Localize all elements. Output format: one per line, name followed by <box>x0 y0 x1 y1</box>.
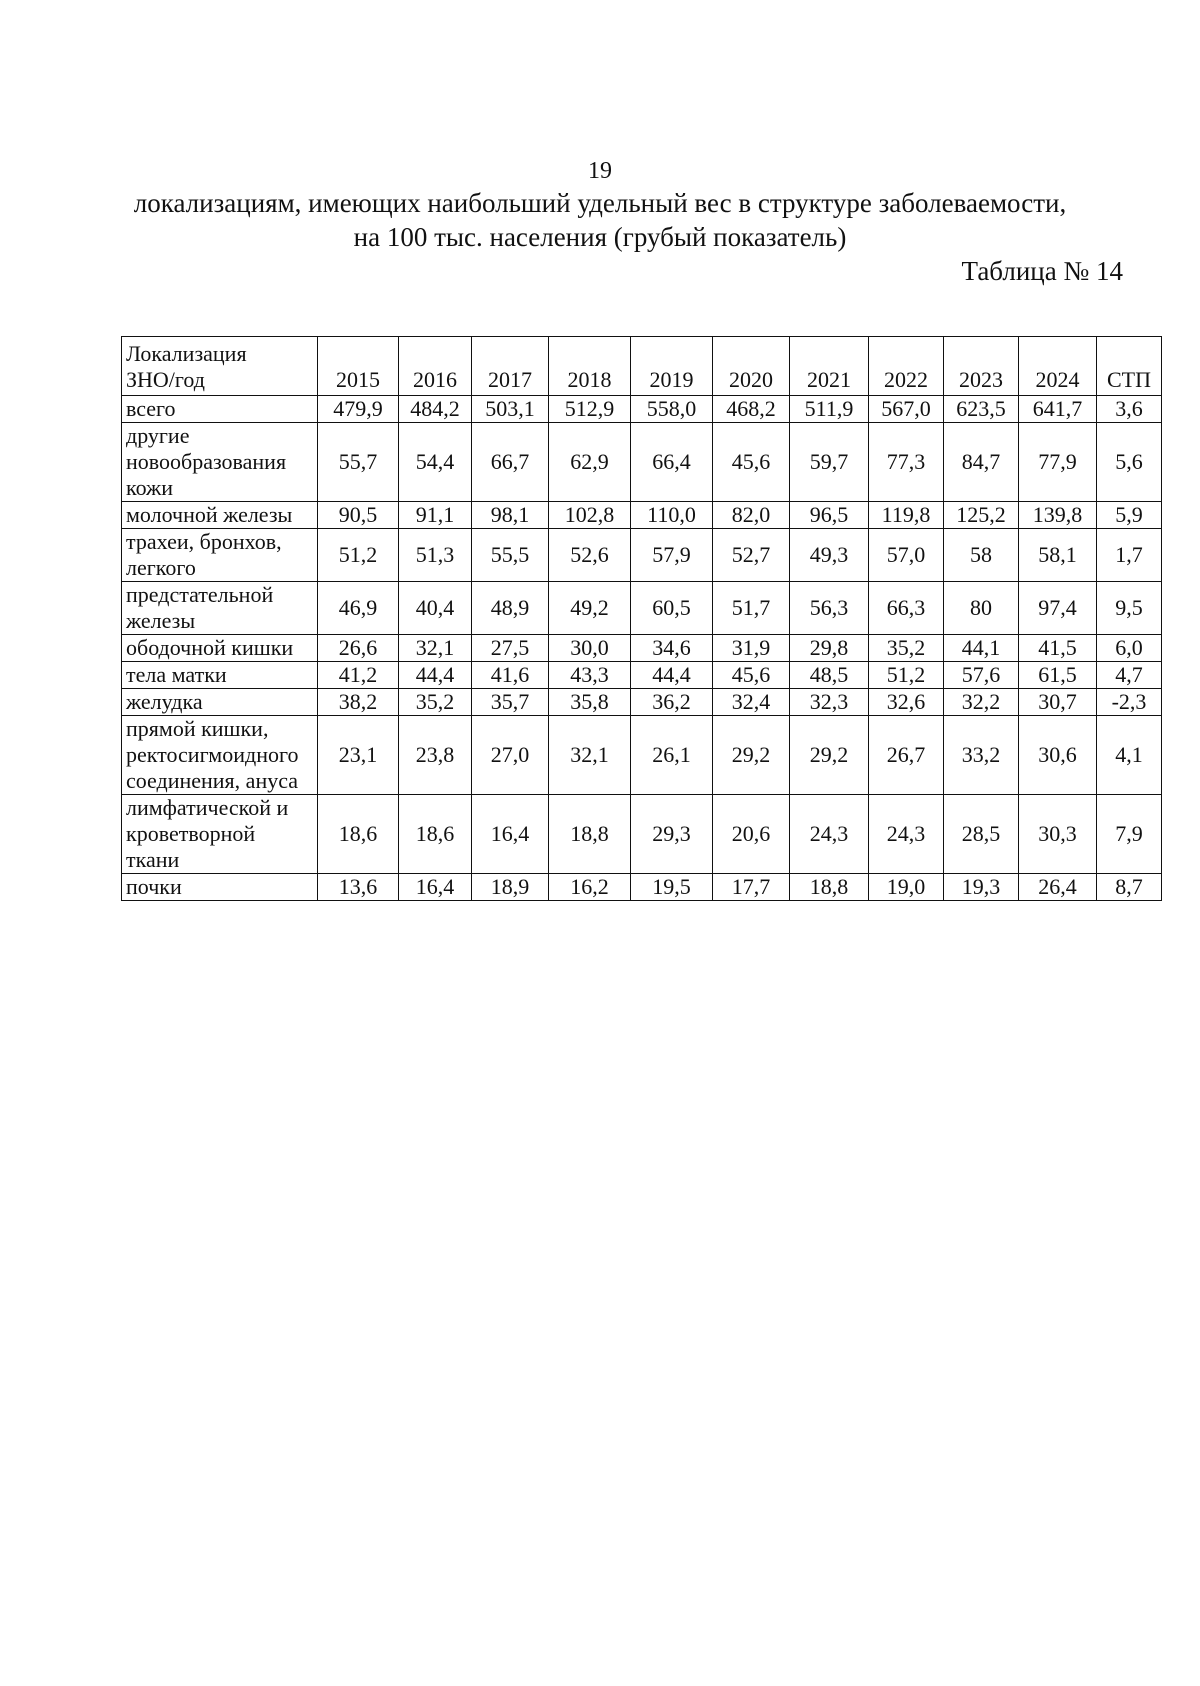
table-cell: 139,8 <box>1019 502 1097 529</box>
table-cell: 5,9 <box>1097 502 1162 529</box>
table-cell: 18,8 <box>790 874 869 901</box>
row-localization: ободочной кишки <box>122 635 318 662</box>
table-row <box>122 874 1162 901</box>
table-cell: 60,5 <box>631 582 713 635</box>
table-cell: 27,5 <box>472 635 549 662</box>
incidence-table <box>121 336 1162 901</box>
table-cell: 66,7 <box>472 423 549 502</box>
table-cell: 51,7 <box>713 582 790 635</box>
row-localization: другие новообразования кожи <box>122 423 318 502</box>
table-cell: 468,2 <box>713 396 790 423</box>
table-cell: 16,4 <box>399 874 472 901</box>
table-cell: 44,1 <box>944 635 1019 662</box>
table-cell: 45,6 <box>713 662 790 689</box>
table-cell: 34,6 <box>631 635 713 662</box>
header-2022: 2022 <box>869 337 944 396</box>
table-cell: 5,6 <box>1097 423 1162 502</box>
table-cell: 56,3 <box>790 582 869 635</box>
table-cell: 80 <box>944 582 1019 635</box>
table-cell: 45,6 <box>713 423 790 502</box>
table-cell: 24,3 <box>790 795 869 874</box>
table-cell: 98,1 <box>472 502 549 529</box>
row-localization: предстательной железы <box>122 582 318 635</box>
table-cell: 19,0 <box>869 874 944 901</box>
table-cell: 30,6 <box>1019 716 1097 795</box>
table-cell: 90,5 <box>318 502 399 529</box>
table-cell: 51,3 <box>399 529 472 582</box>
header-2020: 2020 <box>713 337 790 396</box>
table-cell: 40,4 <box>399 582 472 635</box>
table-cell: 1,7 <box>1097 529 1162 582</box>
table-cell: 61,5 <box>1019 662 1097 689</box>
table-cell: 23,8 <box>399 716 472 795</box>
table-cell: 7,9 <box>1097 795 1162 874</box>
table-cell: 26,1 <box>631 716 713 795</box>
table-cell: 35,2 <box>399 689 472 716</box>
table-cell: 77,3 <box>869 423 944 502</box>
table-row <box>122 396 1162 423</box>
table-body <box>122 396 1162 901</box>
table-cell: 32,1 <box>549 716 631 795</box>
table-cell: 32,4 <box>713 689 790 716</box>
table-cell: 58,1 <box>1019 529 1097 582</box>
table-cell: 29,8 <box>790 635 869 662</box>
table-cell: 54,4 <box>399 423 472 502</box>
row-localization: лимфатической и кроветворной ткани <box>122 795 318 874</box>
table-cell: 28,5 <box>944 795 1019 874</box>
table-cell: 19,5 <box>631 874 713 901</box>
header-2019: 2019 <box>631 337 713 396</box>
table-cell: 31,9 <box>713 635 790 662</box>
table-cell: 24,3 <box>869 795 944 874</box>
table-cell: 8,7 <box>1097 874 1162 901</box>
table-cell: 35,8 <box>549 689 631 716</box>
table-cell: 23,1 <box>318 716 399 795</box>
table-cell: 46,9 <box>318 582 399 635</box>
table-cell: 13,6 <box>318 874 399 901</box>
table-cell: 32,6 <box>869 689 944 716</box>
table-cell: 97,4 <box>1019 582 1097 635</box>
heading-line-2: на 100 тыс. населения (грубый показатель) <box>353 222 847 252</box>
table-caption: Таблица № 14 <box>961 256 1123 286</box>
header-2016: 2016 <box>399 337 472 396</box>
table-cell: 49,3 <box>790 529 869 582</box>
table-cell: 44,4 <box>631 662 713 689</box>
table-cell: 55,5 <box>472 529 549 582</box>
table-cell: 30,0 <box>549 635 631 662</box>
table-cell: 35,2 <box>869 635 944 662</box>
table-cell: 511,9 <box>790 396 869 423</box>
table-cell: 641,7 <box>1019 396 1097 423</box>
table-row <box>122 795 1162 874</box>
table-row <box>122 529 1162 582</box>
table-row <box>122 423 1162 502</box>
table-cell: 18,6 <box>318 795 399 874</box>
table-cell: 41,5 <box>1019 635 1097 662</box>
table-cell: 26,4 <box>1019 874 1097 901</box>
table-cell: 41,6 <box>472 662 549 689</box>
table-cell: 16,2 <box>549 874 631 901</box>
table-cell: 49,2 <box>549 582 631 635</box>
table-cell: 62,9 <box>549 423 631 502</box>
table-cell: 38,2 <box>318 689 399 716</box>
table-cell: 30,3 <box>1019 795 1097 874</box>
table-cell: 48,5 <box>790 662 869 689</box>
table-row <box>122 662 1162 689</box>
table-row <box>122 502 1162 529</box>
table-cell: 558,0 <box>631 396 713 423</box>
table-cell: 27,0 <box>472 716 549 795</box>
table-cell: 4,1 <box>1097 716 1162 795</box>
table-cell: 51,2 <box>318 529 399 582</box>
table-cell: 43,3 <box>549 662 631 689</box>
table-cell: 567,0 <box>869 396 944 423</box>
table-cell: 3,6 <box>1097 396 1162 423</box>
header-2023: 2023 <box>944 337 1019 396</box>
table-cell: 17,7 <box>713 874 790 901</box>
table-cell: 57,6 <box>944 662 1019 689</box>
table-cell: 125,2 <box>944 502 1019 529</box>
table-cell: 52,6 <box>549 529 631 582</box>
row-localization: желудка <box>122 689 318 716</box>
table-cell: -2,3 <box>1097 689 1162 716</box>
table-cell: 52,7 <box>713 529 790 582</box>
table-cell: 84,7 <box>944 423 1019 502</box>
row-localization: прямой кишки, ректосигмоидного соединения, ануса <box>122 716 318 795</box>
table-cell: 35,7 <box>472 689 549 716</box>
header-2021: 2021 <box>790 337 869 396</box>
row-localization: молочной железы <box>122 502 318 529</box>
table-cell: 479,9 <box>318 396 399 423</box>
table-cell: 623,5 <box>944 396 1019 423</box>
table-cell: 119,8 <box>869 502 944 529</box>
table-cell: 66,4 <box>631 423 713 502</box>
heading-line-1: локализациям, имеющих наибольший удельный вес в структуре заболеваемости, <box>133 188 1067 218</box>
table-cell: 59,7 <box>790 423 869 502</box>
table-cell: 48,9 <box>472 582 549 635</box>
table-cell: 32,1 <box>399 635 472 662</box>
table-cell: 41,2 <box>318 662 399 689</box>
table-row <box>122 716 1162 795</box>
table-cell: 57,9 <box>631 529 713 582</box>
row-localization: почки <box>122 874 318 901</box>
table-cell: 91,1 <box>399 502 472 529</box>
table-cell: 32,2 <box>944 689 1019 716</box>
table-cell: 110,0 <box>631 502 713 529</box>
table-cell: 55,7 <box>318 423 399 502</box>
table-row <box>122 582 1162 635</box>
table-cell: 44,4 <box>399 662 472 689</box>
table-cell: 4,7 <box>1097 662 1162 689</box>
table-cell: 29,2 <box>713 716 790 795</box>
table-cell: 77,9 <box>1019 423 1097 502</box>
row-localization: тела матки <box>122 662 318 689</box>
table-cell: 512,9 <box>549 396 631 423</box>
header-localization: Локализация ЗНО/год <box>122 337 318 396</box>
table-cell: 19,3 <box>944 874 1019 901</box>
table-cell: 26,7 <box>869 716 944 795</box>
table-heading <box>120 186 1080 254</box>
table-cell: 32,3 <box>790 689 869 716</box>
table-row <box>122 689 1162 716</box>
table-cell: 29,2 <box>790 716 869 795</box>
table-cell: 18,9 <box>472 874 549 901</box>
table-cell: 26,6 <box>318 635 399 662</box>
table-cell: 16,4 <box>472 795 549 874</box>
table-cell: 20,6 <box>713 795 790 874</box>
table-row <box>122 635 1162 662</box>
table-cell: 29,3 <box>631 795 713 874</box>
page-number: 19 <box>588 158 612 184</box>
table-cell: 503,1 <box>472 396 549 423</box>
table-cell: 9,5 <box>1097 582 1162 635</box>
table-cell: 96,5 <box>790 502 869 529</box>
table-header-row <box>122 337 1162 396</box>
table-cell: 66,3 <box>869 582 944 635</box>
row-localization: трахеи, бронхов, легкого <box>122 529 318 582</box>
header-2018: 2018 <box>549 337 631 396</box>
table-cell: 484,2 <box>399 396 472 423</box>
header-2024: 2024 <box>1019 337 1097 396</box>
header-2015: 2015 <box>318 337 399 396</box>
header-2017: 2017 <box>472 337 549 396</box>
table-cell: 36,2 <box>631 689 713 716</box>
table-cell: 30,7 <box>1019 689 1097 716</box>
table-cell: 6,0 <box>1097 635 1162 662</box>
header-stp: СТП <box>1097 337 1162 396</box>
table-cell: 102,8 <box>549 502 631 529</box>
table-cell: 58 <box>944 529 1019 582</box>
row-localization: всего <box>122 396 318 423</box>
table-cell: 82,0 <box>713 502 790 529</box>
table-cell: 51,2 <box>869 662 944 689</box>
table-cell: 33,2 <box>944 716 1019 795</box>
table-cell: 18,8 <box>549 795 631 874</box>
table-cell: 57,0 <box>869 529 944 582</box>
table-cell: 18,6 <box>399 795 472 874</box>
